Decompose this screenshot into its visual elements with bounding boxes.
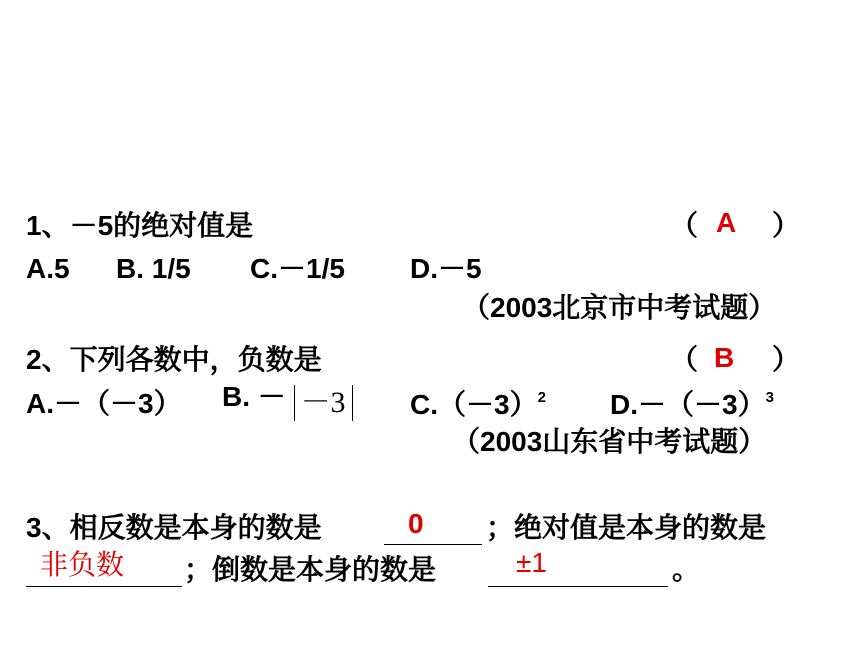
q2-option-c-base: C.（－3）: [410, 389, 538, 420]
q1-option-b: B. 1/5: [116, 253, 191, 284]
q3-part3: ；倒数是本身的数是: [184, 554, 437, 585]
q1-answer: A: [716, 207, 737, 238]
q3-answer-2: 非负数: [40, 549, 125, 580]
q2-paren-open: （: [670, 344, 699, 375]
q1-stem: 1、－5的绝对值是: [26, 210, 254, 241]
q3-blank-3: [488, 586, 668, 587]
q1-option-a: A.5: [26, 253, 70, 284]
q2-option-b: [222, 383, 353, 421]
q2-stem: 2、下列各数中，负数是: [26, 344, 322, 375]
q1-source: （2003北京市中考试题）: [462, 292, 777, 323]
q3-answer-1: 0: [408, 508, 424, 539]
q3-end: 。: [672, 554, 701, 585]
q2-option-c-exponent: 2: [537, 389, 546, 406]
q2-option-d-base: D.－（－3）: [610, 389, 766, 420]
q2-option-d: [610, 390, 774, 419]
q2-paren-close: ）: [772, 344, 801, 375]
q2-option-c: [410, 390, 546, 419]
q1-option-d: D.－5: [410, 253, 482, 284]
q3-blank-1: [384, 544, 482, 545]
q1-paren-open: （: [670, 210, 699, 241]
q2-source: （2003山东省中考试题）: [452, 426, 767, 457]
q3-part2: ；绝对值是本身的数是: [486, 512, 767, 543]
q2-option-d-exponent: 3: [765, 389, 774, 406]
q2-option-a: A.－（－3）: [26, 388, 182, 419]
q1-paren-close: ）: [772, 210, 801, 241]
q3-blank-2: [26, 586, 182, 587]
q3-answer-3: ±1: [516, 547, 547, 578]
q3-part1: 3、相反数是本身的数是: [26, 512, 322, 543]
q2-option-b-label: B. －: [222, 381, 286, 412]
q2-option-b-absolute-value: －3: [294, 385, 353, 421]
q2-answer: B: [714, 342, 735, 373]
q1-option-c: C.－1/5: [250, 253, 345, 284]
